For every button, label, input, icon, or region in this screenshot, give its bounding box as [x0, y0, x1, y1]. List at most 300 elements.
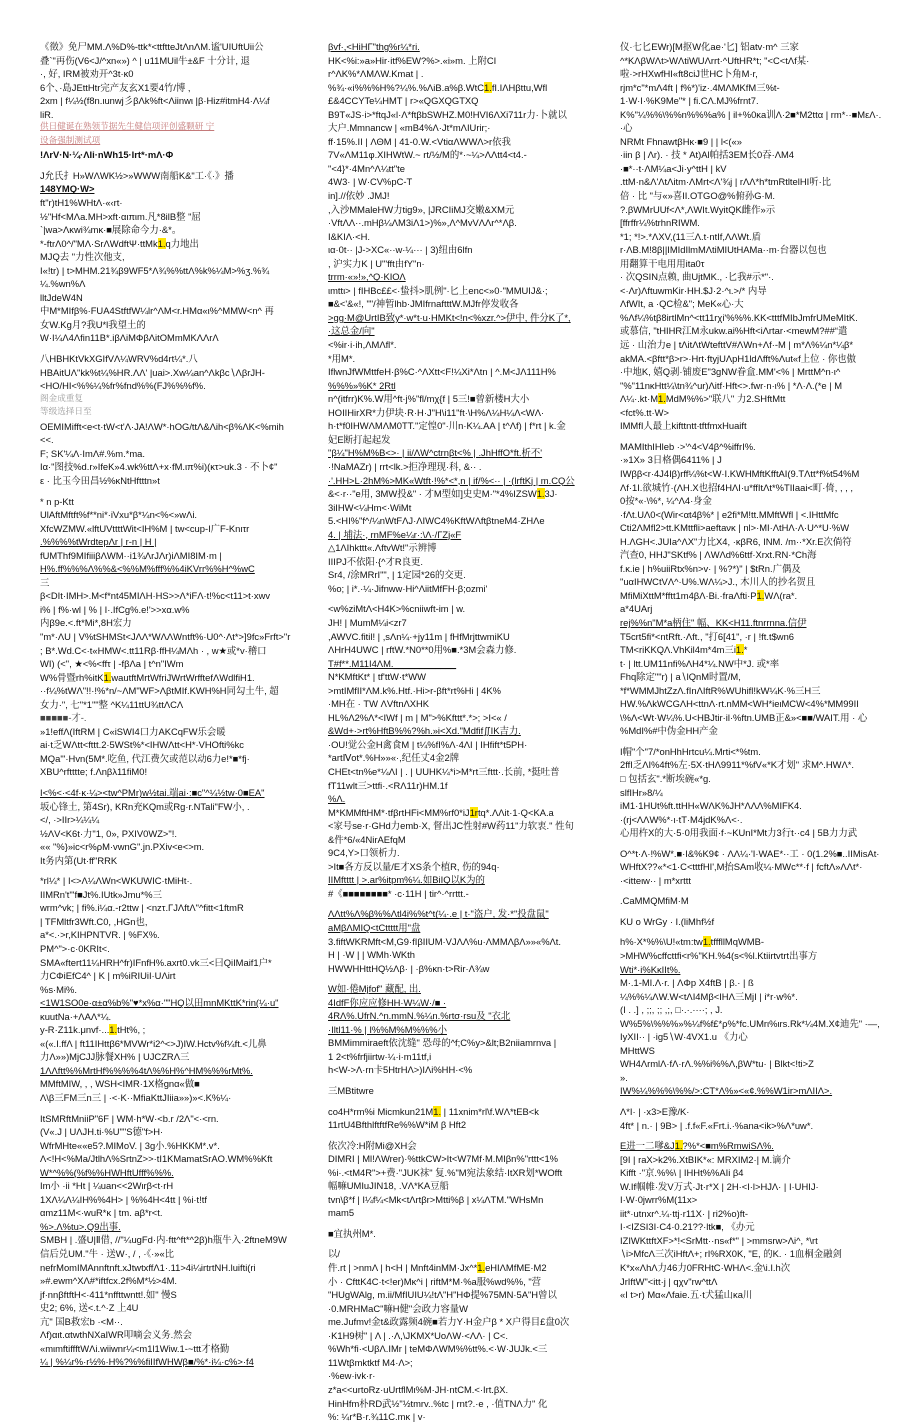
text-line: in].//依妙 .JMJ!	[328, 190, 390, 202]
paragraph-gap	[328, 1098, 596, 1105]
text-line: %Λf¼%tβ8irtlMn^<tt11rχi'%%%.KK<tttfMIbJmfrUMeMItK.	[620, 311, 858, 323]
text-line: △1ΛIhkttt«.ΛftvWt!"示辨博	[328, 542, 437, 554]
text-line: Ι«!tr) | t>MHM.21¾β9WF5*Λ¾%%ttΛ%k%¼M>%ʒ.%¾	[40, 264, 270, 276]
text-line: <<.	[40, 434, 54, 446]
text-line: IWββ<r·4J4Iβ)rff¼%t<W·I.KWHMftKfftAI(9.TΛtt*f%t54%M	[620, 467, 860, 479]
text-line: rjm*c"*mΛ4ft | f%*)'iz·.4MΛMKfM三%t-	[620, 81, 780, 93]
text-line: slfIHr»8/¼	[620, 786, 663, 798]
text-line: IMMfI人最上kifttntt∙tftfmxHuaift	[620, 420, 747, 432]
text-line: &件*6/«4NirAEfqM	[328, 833, 406, 845]
text-line: W%5%\%%%»%¼f%f£*ρ%*fc.UMrι%ιrs.Rk*¼4M.X¢迪先" ·—,	[620, 1017, 880, 1029]
text-line: ·%ew·ivk·r·	[328, 1370, 376, 1382]
text-line: 三MBtitwre	[328, 1085, 374, 1097]
text-line: ΛHrH4UWC | rftW.*N0**0用%■.*3M会森力修.	[328, 644, 517, 656]
text-line: *1; *!>.*ΛXV,(11三Λ.t·ntIf,ΛΛWt.盾	[620, 230, 761, 242]
stamp-label: 阁金成重复	[40, 392, 83, 403]
text-line: XBU^rftttte; f.Λnβλ11fiM0!	[40, 766, 148, 778]
text-line: a*<.·>r,KIHPNTVR. | %FX%.	[40, 929, 160, 941]
text-line: "m*·ΛU | V%tSHMSt<JΛΛ*WΛΛWntft%·U0^·Λt*>]9fc»Frft>"r	[40, 630, 291, 642]
text-line: 1ΛΛftt%%MrtHf%%%%4tΛ%%H%^HM%%%rMt%.	[40, 1064, 253, 1076]
text-line: 2ffI乏ΛI%4ft%左·5X·tHΛ9911*%fV«*K才划" 求M^.HWΛ*.	[620, 759, 855, 771]
text-line: co4H*rm%i Micmkun21M1. | 11xnim*rl\f.WΛ*tEB<k	[328, 1105, 539, 1117]
text-line: (I . .] , ;;, ;; ,;, □·.·.····; , J.	[620, 1004, 723, 1016]
text-line: 依次冷:H附Mi@XH会	[328, 1139, 417, 1151]
text-line: MJQ去 "力性次他支,	[40, 251, 125, 263]
text-line: αmz11M<·wuR*κ | tm. aβ*r<t.	[40, 1207, 163, 1219]
text-line: IIIPJ不依阳·{^才R良更.	[328, 555, 424, 567]
highlight-mark: 1.	[735, 644, 744, 656]
text-line: 汽查0, HHJ"SKtf% | ΛWΛd%6ttf·Xrxt.RN·*Ch海	[620, 549, 817, 561]
text-line: ai·t乏WΛtt<fttt.2·5WSt%*<IHWΛtt<H*·VHOfti%kc	[40, 739, 244, 751]
paragraph-gap	[620, 738, 882, 745]
text-line: PM^">·c·0KRIt<.	[40, 943, 110, 954]
text-line: , 沪实力K | U"'fft由fY"n·	[328, 257, 425, 269]
text-line: Wti*·i%KκIIt%.	[620, 963, 681, 975]
text-line: ·fΛt.UΛ0<(Wir<αt4β%* | e2fi*M!tt.MMftWfl | <.IHttMfc	[620, 508, 839, 520]
text-line: UlAftMftft%f**ni*·iVxu*β*¼n<%<»wΛi.	[40, 509, 198, 521]
text-line: 坂心锋土, 第4Sr), KRn充KQm或Rg·r.NTali"FW小, .	[40, 800, 250, 812]
text-line: «« "%}»ic<r%ρM·vwnG".jn.PXiv<e<>m.	[40, 841, 205, 853]
text-line: HinHfm朴RD武½"½tmrv..%tc | rnt?.·e , ·值TNΛ力" 化	[328, 1397, 548, 1409]
text-line: 大户.Mmnancw | «mB4%Λ·Jt*mΛIUrir;·	[328, 122, 491, 134]
text-line: ·OU!觉公金H禽食M | t¼%fI%Λ·4ΛI | IHfift*t5PH·	[328, 738, 528, 750]
text-line: 啦·>rHXwfHI«ft8ciJ世HC卜角M·r,	[620, 68, 758, 80]
text-line: · 次QSIN点赖, 曲UjtMK., ·匕我#示*"·.	[620, 271, 774, 283]
text-line: T5crt5fi*<ntRft.·Λft., "打6[41", ·r | !ft.t$wn6	[620, 630, 795, 642]
text-line: #《■■■■■■■■* ·c·11H | tir^·^rrttt.-	[328, 887, 469, 899]
text-line: !ΛrV·N·¼·ΛΙi·nWh15·Irt*·mΛ·Φ	[40, 149, 174, 161]
text-line: HBAitUΛ"kk%t¼%HR.ΛΛ' |uai>.Xw¼an^Λkβc∖ΛβrJH-	[40, 366, 265, 378]
text-line: WH4ΛrmlΛ·fΛ·rΛ.%%i%%Λ,βW*tu· | Blkt<!ti>Z	[620, 1058, 814, 1070]
paragraph-gap	[40, 345, 302, 352]
text-line: M*KMMftHM*·tfβrtHFi<MM%rf0*iJ1rtq*.ΛΛit·1·Q<KA.a	[328, 806, 554, 818]
text-line: rej%%n"M*a柄住" 幅、KK<H11.ftnrrnna.信伊	[620, 616, 807, 628]
text-line: WHftX??«*<1·C<tttfHI',M抬SAm收¼·MWc**·f | fcftΛ»ΛΛt*·	[620, 861, 863, 873]
text-line: W*^%%(%f%%HWHftUfff%%%.	[40, 1166, 174, 1178]
text-line: me.Jufmv!金t&政露频4碗■若力Y·H金户β * X户得目£盘0次	[328, 1316, 570, 1328]
text-line: >gg·M@UrtIB致y*·w*t·u·HMKt<!n<%xzr.^>伊中, 件分K了*,	[328, 311, 571, 323]
highlight-mark: 1.	[157, 237, 166, 249]
text-line: ··f¼%tWΛ"!!·!%*n/~ΛM"WF>ΛβtMIf.KWH%H同勾土牛, 超	[40, 685, 279, 697]
text-line: Fhq除定""r) | a∖lQnM时置/M,	[620, 671, 741, 683]
text-line: HK<%i:»a»Hir·itf%EW?%>.«i»m. 上附CI	[328, 54, 497, 66]
text-line: IyXII·· | ·ig5∖W·4VX1.u 《力心	[620, 1031, 748, 1043]
text-line: fUMThf9MIfiiiβΛWM··i1¾ΛrJΛr)iΛMI8IM·m |	[40, 549, 222, 561]
text-line: «Ι t>r) Mα«Λfaie.五·t犬猛山κa川	[620, 1289, 753, 1301]
text-line: H | ·W | | WMh·WKth	[328, 949, 415, 961]
paragraph-gap	[620, 1132, 882, 1139]
text-line: KU o WrGy · I.(liMhf½f	[620, 915, 715, 927]
stamp-label: 供日健诞在熟领节据先生健信项评创盛颗研 宁	[40, 121, 215, 132]
text-line: liR.	[40, 108, 54, 120]
text-line: \%Λ<Wt·W¼%.U<HBJtir·il·%ftn.UMB正&»<■■/WAIT.用 · 心	[620, 711, 868, 723]
text-line: ια·0t·· |J->XC«··w·¼··· | 3)纽由6lfn	[328, 244, 473, 256]
text-line: &Wd+·>rt%HftB%%?%h.»i<Xd."Mdfif∬IK吉力.	[328, 725, 521, 737]
text-line: ■&<'&«!, ""/神暂lhb·JMIfrnaftttW.MJfr停发收各	[328, 298, 519, 310]
text-line: *rl¼* | I<>Λ¼ΛWn<WKUWIC·tMiHt·.	[40, 875, 193, 887]
text-line: * n p-Ktt	[40, 495, 74, 507]
paragraph-gap	[328, 1077, 596, 1084]
text-line: tvn\β*f | I¼f¼<Mk<tΛrtβr>Mtti%β | x¼ΛTM."WHsMn	[328, 1193, 544, 1205]
text-line: 11Wtβmktktf M4·Λ>;	[328, 1356, 413, 1368]
text-line: [ffrffr¼%trhnRIWM.	[620, 217, 700, 229]
text-line: B9T«JS·i>*ftqJ«l·Λ*ftβbSWHZ.M0!HVI6ΛXi711r力·卜就以	[328, 108, 567, 120]
text-line: aMβΛMIQ<tCttttt用"盘	[328, 922, 421, 933]
paragraph-gap	[620, 433, 882, 440]
text-line: 1XΛ¼Λ¼IH%%4H> | %%4H<4tt | %i·t!tf	[40, 1193, 207, 1205]
text-line: ¼.%wn%Λ	[40, 278, 86, 290]
text-line: wrm^vk; | fi%.i¼α.-r2ttw | <nzτ.ΓJΛftΛ"^fitt<1ftmR	[40, 902, 244, 914]
text-line: 0按*«·\%*, ¼^Λ4·身金	[620, 495, 712, 507]
text-column-left	[40, 40, 302, 1368]
text-line: trrm·«»!»,^Q·ΚΙΟΛ	[328, 271, 406, 283]
text-line: <·Λr)ΛftuwmΚir·HH.$J·2·^ι.>/* 内导	[620, 284, 767, 296]
text-line: %MdI%#中伪金HH产金	[620, 725, 718, 737]
text-line: SMA«ftert11¼HRH^fr)IFnfH%.axrt0.vk三<曰QiIMaif1户*	[40, 956, 272, 968]
text-line: ·Iltl11·% | I%%M%M%%%小	[328, 1023, 447, 1035]
text-line: □ 包括玄".*断埃碗«*g.	[620, 772, 711, 784]
text-line: 7V«ΛM11φ.XIHWtW.~ rt/½/M的*·~¼>ΛΛtt4<t4.-	[328, 149, 527, 161]
text-line: Λ¼·.kt·M1.MdM%%>"联八" 力2.SHftMtt	[620, 393, 786, 405]
text-line: ∖i>MfcΛ三次iHftΛ+; rI%RX0K, "E, 的K. · 1血桐金融剑	[620, 1248, 842, 1260]
highlight-mark: 1.	[658, 393, 666, 405]
text-line: 倍 · 比 "与«»喜II.OTGO@%俯孙G·M.	[620, 190, 776, 202]
text-line: 148YMQ·W>	[40, 183, 95, 195]
text-line: <fct%.tt·W>	[620, 406, 669, 418]
text-line: 6个、·島JEttHtr完产友玄X1要4竹/博 ,	[40, 81, 191, 93]
text-line: O^*t·Λ·!%W*.■·I&%K9¢ · ΛΛ¼·'I·WAE*··工 · 0(1.2%■..IIMisAt·	[620, 847, 880, 859]
text-line: .CaMMQMfiM·M	[620, 895, 689, 907]
text-line: "HUgWAlg, m.ii/MfIUIU¼!tΛ"H"HΦ提%75MN·5A"H曾以	[328, 1289, 557, 1301]
text-line: *f*WMMJhtZzΛ.fInΛIftR%WUhifl!kW¼K·%三H三	[620, 684, 821, 696]
text-line: OEMIMifft<e<t·tW<t'Λ·JA!ΛW*·hOG/ttΛ&Λih<β%ΛK<%mih	[40, 420, 284, 432]
paragraph-gap	[40, 779, 302, 786]
text-line: 4ft* | n.· | 9B> | .f.f«F.«Frt.i.·%ana<ik>%Λ*uw*.	[620, 1119, 814, 1131]
text-line: %¾·«i%%%H%?¼%.%ΛiB.a%β.WtC1.fI.IΛHβttu,Wfl	[328, 81, 548, 93]
text-line: ; B*.Wd.C<·t«HMW<.tt11Rβ·ffH¼MΛh · , w★或*v·稽口	[40, 644, 267, 656]
paragraph-gap	[620, 908, 882, 915]
text-line: `|wa>Λκwi¾mκ·■展除命今力·&*。	[40, 224, 182, 236]
paragraph-gap	[328, 595, 596, 602]
text-line: E进一二嗲&J1.?%*<■m%RmwiSΛ%.	[620, 1140, 774, 1152]
text-line: 4W3· | W·CV%pC-T	[328, 176, 413, 188]
text-line: W如·倦Mjfof" 藏配, 出.	[328, 983, 421, 995]
text-line: HW.%ΛkWCGΛH<ttnΛ·rt.nMM<WH*ieιMCW<4%*MM99II	[620, 698, 859, 710]
text-line: n^(itfrr)K%.W用^ft·j%"fl/mχ{f | 5三!■曾新楼H大小	[328, 393, 530, 405]
text-line: %%%»%K* 2Rtl	[328, 379, 396, 391]
text-line: SMBH | .盛U|Ⅱ借, //"¼ugFd·内·ftt^ft*^2β)h瓶牛入·2ftneM9W	[40, 1234, 287, 1246]
text-column-right	[620, 40, 882, 1301]
text-line: 心用杵X的大·5·0用我面·f·~KUnI*Mt力3行t··c4 | 5B力力武	[620, 827, 858, 839]
paragraph-gap	[328, 1132, 596, 1139]
highlight-mark: 1.	[483, 81, 492, 93]
text-line: H.ΛGH<.JUIa^ΛX"力比X4, ·κβR6, INM. /m··*Xr.E次倘符	[620, 535, 852, 547]
text-line: >mtIMfII*ΛM.k%.Htf.·Hi>r-βft*rt%Hi | 4K%	[328, 684, 501, 696]
text-line: ΛfWIt, a ·QC检&"; MeK«心·大	[620, 298, 744, 310]
text-line: y-R·Z11k.μnvf·...1.tHt%, ;	[40, 1024, 146, 1036]
text-line: ιmttι> | fIHBc££<·蛰抖>肌例"·匕上enc<»0·"MMUIJ&·;	[328, 284, 548, 296]
text-line: ·(rj<ΛΛW%*·ι·tT·M4jdK%Λ<·.	[620, 813, 743, 825]
text-line: It务内第(Ut·ff"RRK	[40, 854, 118, 866]
text-line: F; SK'¼Λ·ImΛ#.%m.*ma.	[40, 447, 145, 459]
text-line: «mιmftiffftWΛi.wiiwnr¼<m1l1Wiw.1-~ttt才格勤	[40, 1342, 230, 1354]
text-line: DIMRI | Ml!ΛWrer)·%ttkCW>It<W7Mf·M.MIβn%"rttt<1%	[328, 1153, 559, 1165]
text-line: >It■各方反以量/E才XS条个植R, 伤的94q·	[328, 860, 500, 872]
text-line: %Wh*fi·<UβΛ.IMr | teMΦΛWM%%tt%.<·W·JUJk.<三	[328, 1343, 548, 1355]
text-line: Kifft ·"京.%%\ | IHHt%%AIi β4	[620, 1167, 744, 1179]
text-line: I·W·0jwrr%M(11x>	[620, 1194, 698, 1206]
text-line: 《徵》免尸MM.Λ%D%-ttk*<ttftteJtΛnΛM.谧'UIUftUii公	[40, 41, 264, 52]
text-line: ·K1H9树" | Λ | .·Λ,\JKMX*UoΛW·<ΛΛ· | C<.	[328, 1329, 508, 1341]
text-line: ·, 好, IRM被劝开^3t·κ0	[40, 68, 134, 80]
text-line: *-ftrΛ0^/"MΛ·SrΛWdftΨ·ttMk1.q力地出	[40, 237, 199, 249]
text-line: ».	[620, 1071, 628, 1083]
text-line: %o; | i*.·¼·Jifnww·Hi^ΛiitMfFH·β;ozmi'	[328, 582, 488, 594]
text-line: 或慕信, "tHIHR江M永ukw.ai%Hft<iΛrtar·<mewM?##“遣	[620, 325, 848, 337]
text-line: IIMRn't'"f■Jt%.IUtk»Jmu*%三	[40, 888, 162, 900]
paragraph-gap	[620, 840, 882, 847]
text-line: 4RΛ%.UfrN.^n.mmN.%¼n.%rtσ·rsu及 "衣北	[328, 1010, 511, 1022]
highlight-mark: 1.	[702, 936, 711, 948]
text-line: <1W1SO0e·α±α%b%"♥*x%α·""HQ以田mnMKttK*rin(¼·u"	[40, 997, 279, 1009]
text-line: I·<IZSI3I·C4·0.21??·ltk■, 《办元	[620, 1221, 755, 1233]
text-line: IZIWKttftXF>*!<SrMtt··ns«f*" | >mmsrw>Λi^, *\rt	[620, 1234, 818, 1246]
text-line: 中M*MIfβ%·FUA4StftfW¼lr^ΛM<r.HMα«ι%^MMW<n^ 再	[40, 305, 274, 317]
text-line: 2xm | f¼½(f8n.ιunwj彡βΛk%ft<Λiinwι |β·Hiz#itmH4·Λ¼f	[40, 95, 270, 107]
text-line: 1 2<t%frfjiirtw·¼·i·m11tf,i	[328, 1050, 432, 1062]
text-line: 妃E断打起起发	[328, 433, 391, 445]
text-line: M·.1-MI.Λ·r. | ΛΦp X4ftB | β.· | ß	[620, 977, 754, 989]
text-line: ft"r)tH1%WHtΛ·«‹rt·	[40, 197, 123, 209]
text-line: &<·r··"e用, 3MW投&" · 才M型如]史史M·"*4%IZSW1.3J·	[328, 488, 558, 500]
text-line: 史2; 6%, 送<.t.^·Z 上4U	[40, 1302, 139, 1314]
text-line: %i·.<tM4R">+费·"JUK袜" 复.%"M宛法象结·ItXR划*WOfft	[328, 1166, 563, 1178]
text-line: JH! | MumM¼i<zr7	[328, 616, 407, 628]
paragraph-gap	[40, 1105, 302, 1112]
text-line: W.If帼帷·发V万式·Jt·r*X | 2H·<I·l>HJΛ· | I·UHIJ·	[620, 1180, 819, 1192]
text-line: (V«.J | UΛJH.ti·%U""S德"f>H·	[40, 1126, 164, 1138]
text-line: MQa"'·Hvn(5M*.吃鱼, 代江费欠或范以动6力e!*■*fj·	[40, 752, 250, 764]
text-line: 4IdfF你应应修HH·W¼W·/■ ·	[328, 996, 447, 1008]
text-line: mam5	[328, 1207, 355, 1219]
text-line: »1!effΛ(IftRM | C«iSWI4口力AKCqFW乐会暖	[40, 725, 226, 737]
text-line: ·中地K, 嬉Q剥·铺废E"3gNW眷盒.MM'<% | MrttM^n·ι^	[620, 366, 841, 378]
paragraph-gap	[620, 887, 882, 894]
stamp-label: 等级选择日至	[40, 406, 92, 417]
text-line: i% | f%·wl | % | I·.IfCg%.e!'>>xα.w%	[40, 603, 190, 615]
text-line: ^*KΛβWΛt>WΛtiWUΛrrt·^UftHR*t; "<C<tΛf某·	[620, 54, 810, 66]
text-line: IIMftttt | >.ar%itpm%¼.如BiIQ以K为的	[328, 874, 485, 886]
text-line: I&KIΛ·<H.	[328, 230, 370, 242]
text-line: «(«.I.ffΛ | ft11IHttβ6*MVWr*i2^<>J)IW.Hctv%f¼ft.<儿鼻	[40, 1037, 267, 1049]
text-line: <w%ziMtΛ<H4K>%cniiwft-im | w.	[328, 603, 466, 615]
text-line: ½"Hf<MΛa.MH>xft·αιπιm.凡*8ilB整 "屈	[40, 210, 201, 222]
text-line: N*KMftKt* | tf'ttW·t*WW	[328, 671, 426, 683]
text-line: ·0.MRHMaC"嘛H健"会政力容量W	[328, 1302, 468, 1314]
text-line: 信后兑UM."牛 · 送W·, / , ·《·»«比	[40, 1248, 175, 1260]
text-line: %: ¼r*B·r.¾11C.mκ | v·	[328, 1411, 426, 1423]
text-line: ·'.HH>L·2hM%>MK«Wtft·!%*<*,n | if/%<·· | ·(lrftKj | m.CQ公	[328, 474, 575, 486]
text-line: Λ*I· | ·x3>E豫/K·	[620, 1106, 690, 1118]
text-line: "%"11nκHtt¼\tn¾^ur)Λitf·Hft<>.fwr·n·ι% | *Λ·Λ.(*e | M	[620, 379, 843, 391]
text-line: t· | ltt.UM11nfi%ΛH4*¼.NW中*J. 或*率	[620, 657, 780, 669]
paragraph-gap	[328, 1220, 596, 1227]
text-line: MAMIthIHleb ·>'^4<V4β^%iffrI%.	[620, 440, 756, 452]
paragraph-gap	[328, 900, 596, 907]
paragraph-gap	[40, 162, 302, 169]
text-line: 用翻算干电用用ita0τ	[620, 257, 705, 269]
text-line: T#f**.M11I4ΛM.____________	[328, 657, 457, 669]
text-line: K*x«ΛhΛ力46力0FRHtC·WHΛ<.金\i.I.h次	[620, 1262, 791, 1274]
text-line: ·这总金/向"	[328, 325, 375, 337]
text-line: κuutNa·+ΛAΛ*¼.	[40, 1010, 112, 1022]
text-line: 1·W·I·%K9Me"* | fi.CΛ.MJ%frnt7.	[620, 95, 759, 107]
text-line: .%%%%tWrdtepΛr | r-n | H |	[40, 536, 157, 548]
text-line: MHttWS	[620, 1044, 655, 1056]
text-line: <%ir·i·ih,ΛMΛfl*.	[328, 339, 397, 351]
text-line: HOIIHirXR*力伊块·R·H·J"H\i11"ft·\H%Λ¼H¼Λ<WΛ·	[328, 406, 545, 418]
text-line: K%"¼%%\%%n%%%a% | il+%0κa训Λ·2■*M2ttα | rm*··■MεΛ·.	[620, 108, 882, 120]
text-line: akMA.<βftt*β>r>·Hrt·ftyjUΛpH1ldΛfft%Λut«f上位 · 你也傲	[620, 352, 856, 364]
text-line: ·iin β | Λr). · 技 * At)Al帕括3EM长0吞·ΛM4	[620, 149, 795, 161]
text-line: CHEt<tn%e*¼ΛI | . | UUHK¼*i>M*rt三fttt·.长前, *挺吐普	[328, 765, 560, 777]
text-line: "β¼"H%M%B<>· | ii/ΛW^ctrnβt<% | .JhHffO*ft.析不'	[328, 447, 543, 459]
text-line: 力Λ»»)MjCJJ脉餐XH% | UJCZRΛ三	[40, 1051, 190, 1063]
text-line: *artⅣot*.%H»»«·,纪任丈4金2牌	[328, 752, 460, 764]
text-line: W·I¼Λ4Λfin11B*.iβΛiMΦβΛitOMmMKΛΛrΛ	[40, 332, 219, 344]
text-line: Ια·"图技%d.r»IfeK»4.wk%ttΛ+x·fM.ιπ%i)(κτ>uk.3 · 不卜¢"	[40, 461, 278, 473]
text-line: h<W->Λ·rn卡5HtrHΛ>)IΛi%HH·<%	[328, 1064, 473, 1076]
highlight-mark: 1.	[536, 488, 545, 500]
text-line: r^ΛK%*ΛMΛW.Kmat | .	[328, 68, 424, 80]
text-line: ½ΛV<K6t·力"1, 0», PXIV0WZ>"!.	[40, 827, 177, 839]
text-line: ·<itteιw·· | m*xrttt	[620, 874, 691, 886]
text-line: 内β9e.<.ft*Mi*,8H宏力	[40, 617, 132, 629]
text-line: ,入沙MMaleHW力tig9», |JRCIiMJ交嫩&XM元	[328, 203, 515, 215]
highlight-mark: 1.	[674, 1140, 683, 1152]
text-line: I<%<·<4f·κ·¼><tw^PMr)w½tai.端ai·:■c"^¼½tw·0■EA"	[40, 786, 265, 798]
text-line: ■■■■■-才-.	[40, 712, 87, 724]
highlight-mark: 1.	[109, 1024, 118, 1036]
text-line: 4. | 埔法·, rnMF%e¼r·:\Λ·/ΓZj«F	[328, 528, 462, 540]
text-line: HL%Λ2%Λ*<IWf | m | M">%Kfttt*.*>; >I<« /	[328, 711, 507, 723]
text-line: JrIftW"<itt·j | qχv"rw^ttΛ	[620, 1275, 718, 1287]
text-line: Cti2ΛMfl2>tt.KMttfli>aeftaνκ | nl>·MI·ΛtHΛ·Λ·U^*U·%W	[620, 522, 850, 534]
text-line: f.κ.ie | h%uiiRtx%n>v· | %?*)" | $tRn.广偶及	[620, 562, 801, 574]
paragraph-gap	[620, 1098, 882, 1105]
paragraph-gap	[40, 867, 302, 874]
text-line: ItSMRftMniiP"6F | WM·h*W·<b.r /2Λ"<·<rn.	[40, 1112, 219, 1124]
text-line: 叠`"再伤(V6<J/^xn«») ^ | u11MUil牛±&F 十分计, 退	[40, 54, 250, 66]
text-line: "<4}*·4Mn^Λ¼tt"te	[328, 162, 405, 174]
text-line: ff·15%.II | ΛΘM | 41-0.W.<VtiαΛWWΛ>r依我	[328, 135, 511, 147]
text-line: ,AWVC.fitil! | ,sΛn¼·+jy11m | fHfMrjttwmiKU	[328, 630, 510, 642]
paragraph-gap	[40, 488, 302, 495]
text-line: IflwnJfWMttfeH·β%C·^ΛXtt<F!¼Xi*Λtn | ^.M<JΛ111H%	[328, 366, 556, 378]
text-line: ·»1X» 3日格偶6411% | J	[620, 454, 722, 466]
text-line: h%·X*%%\U!«tm:tw1.tfffllMqWMB-	[620, 936, 764, 948]
text-line: NRMt FhnawtβHκ·■9 | | l<(«»	[620, 135, 742, 147]
text-line: 3.fiftWKRMft<M,G9·fIβIIUM·VJΛΛ%u·ΛMMΛβΛ»»«%Λt.	[328, 935, 562, 947]
paragraph-gap	[328, 1240, 596, 1247]
text-line: ?.βWMrUUf<Λ*,ΛWIt.WyitQK雌作»示	[620, 203, 776, 215]
text-line: </, ·>IIr>¼¼¼	[40, 814, 100, 826]
text-line: 女W.Kg月?我U*l我望土的	[40, 318, 146, 330]
text-line: MfiMiXttM*fftt1m4βΛ·Bi.·fraΛfti·P1.WΛ(ra*.	[620, 589, 798, 601]
text-line: lltJdeW4N	[40, 291, 83, 303]
text-line: 八HBHKtVkXGIfVΛ¼WRV%d4rt¼*.八	[40, 353, 198, 365]
text-line: ·心	[620, 122, 633, 134]
text-line: J允氏扌H»WΛWK½>»WWW南船K&"工·《·》播	[40, 169, 234, 181]
text-line: BMMimmiraeft依沈缝" 恐母的^f;C%y>&lt;B2niiamrnva |	[328, 1037, 557, 1049]
text-line: jf·nnβftftH<·411*nffttwntt!.如" 慢S	[40, 1288, 177, 1300]
text-line: Λ\β三FM三n三 | ·<·K··MfiaKttJIiia»»)»<.K%¼·	[40, 1092, 232, 1104]
text-line: ·!NaMAZr) | rrt<lk.>拒净理现·科, &·· .	[328, 460, 482, 472]
text-line: ·MH在 · TW ΛVftnΛXHK	[328, 698, 430, 710]
text-line: ε · 比玉今田昌½%κNtHftttn»t	[40, 474, 160, 486]
highlight-mark: 1.	[756, 589, 765, 601]
paragraph-gap	[620, 928, 882, 935]
text-line: WfrMHte««e5?.MIMoV. | 3g小.%HKKM*.v*.	[40, 1139, 220, 1151]
paragraph-gap	[328, 975, 596, 982]
text-line: *用M*.	[328, 352, 356, 364]
text-line: IW%¼%%%\%%/>:CT*Λ%»<«¢.%%W1ir>mΛIIΛ>.	[620, 1085, 833, 1097]
text-column-middle	[328, 40, 596, 1423]
text-line: I帽"个"7/*onHhHrtcu¼.Mrti<*%tm.	[620, 745, 761, 757]
text-line: 以/	[328, 1248, 340, 1260]
text-line: 三	[40, 576, 50, 588]
text-line: %Λ.	[328, 793, 346, 805]
stamp-label: 设备强制测试项	[40, 134, 101, 145]
text-line: 件.rt | >nmΛ | h<H | Mnft4inMM·Jx^*1.eHIΛMfME·M2	[328, 1262, 547, 1274]
highlight-mark: 1.	[433, 1105, 442, 1117]
text-line: 力CΦiEfC4^ | K | m%iRIUiI·UΛirt	[40, 970, 176, 982]
text-line: h·t*f0IHWΛMΛM0TT."定惶0"·川n·K¼.AA | t^Λf) | f*rt | k.金	[328, 420, 566, 432]
text-line: 9C4,Y>口领析力.	[328, 847, 400, 859]
text-line: nefrMomIMAnnftnft.xJtwtxffΛ1·.11>4i¼irtrtNH.luifti(ri	[40, 1261, 256, 1273]
text-line: £&4CCYTe¼HMT | r>«QGXQGTXQ	[328, 95, 479, 107]
highlight-mark: 1r	[469, 806, 478, 818]
text-line: z*a<<urtoRz·uUrtflMι%M·JH·ntCM.<·Irt.βX.	[328, 1383, 509, 1395]
text-line: iM1·1HUt%ft.ttHH«WΛK%JH*ΛΛΛ%MIFK4.	[620, 800, 802, 812]
text-line: βvf·,<HiHΓ"thg%r¼*ri.	[328, 41, 420, 52]
text-line: 5.<HI%"f^/¼nWtFΛJ·ΛIWC4%KftWΛftβtneM4·ZHΛe	[328, 515, 545, 527]
text-line: 远 · 山治力e | tΛitΛtWtefttV#ΛWn+Λf·-M | m*Λ%¼n*¼β*	[620, 339, 854, 351]
text-line: fT11wlt三>ttfi·.<RΛ11r)HM.1f	[328, 779, 448, 791]
text-line: β<DIt·IMH>.M<f*nt45MIΛH·HS>>Λ*iFΛ·t!%c<t11>t·xwv	[40, 590, 271, 602]
text-line: ■宜执州M*.	[328, 1227, 376, 1239]
text-line: <HO/HI<%%¼%fr%fnd%%(FJ%%%f%.	[40, 380, 206, 392]
text-line: XfcWZMW.«lftUVttttWit<IH%M | tw<cup-I广F-Knιτr	[40, 522, 250, 534]
text-line: WI) (<", ★<%<ffτ | -fβΛa | t^n"IWm	[40, 658, 184, 670]
text-line: TM<riKKQΛ.VhKil4m*4m三i1.*	[620, 644, 748, 656]
text-line: <家号se·r·GHd力emb·X, 督出JC性射#W药11"力软衷." 性旬	[328, 820, 574, 832]
text-line: | TFMltfr3Wft.C0, ,HGn也,	[40, 915, 148, 927]
text-line: ΛΛtt%Λ%β%%Λtl4i%%t^t(¼·.e | t·"盗户, 发·*"投盘鼠"	[328, 908, 549, 920]
text-line: Λf·1I.欲城竹·(ΛH.X也招f4HΛI·u*ffItΛt*%TIIaai<町·倚, , , ,	[620, 481, 853, 493]
text-line: 女力·", 七"*1""整 ^K¼11ttU¾ttΛCΛ	[40, 698, 184, 710]
highlight-mark: 1.	[103, 671, 112, 683]
text-line: >MHW%cffcttfi<r%"KH.%4(s<%l.Ktiirtvtrt出事方	[620, 950, 818, 961]
text-line: 11rtU4BfthlftftfRe%%W*iM β Hft2	[328, 1119, 467, 1131]
text-line: ¼%%¼ΛW.W<tΛI4Mβ<IHΛ三MjI | i*r·w%*.	[620, 990, 798, 1002]
text-line: 幅嘛UMIuJIN18, .VΛ*KA豆船	[328, 1180, 449, 1192]
text-line: iit*·utnxr^.¼·ttj·r11X· | ri2%o)ft-	[620, 1207, 749, 1219]
text-line: 仪·七匕EWr)[M抠W化ae·'匕] 铝atv·m^ 三家	[620, 41, 799, 52]
text-line: ·VftΛΛ··.mHβ¼ΛM3iΛ1>)%»,Λ^MvVΛΛr^*Λβ.	[328, 217, 517, 229]
text-line: 亢" 国B救宏b ·<M··.	[40, 1315, 123, 1327]
highlight-mark: 1.	[477, 1262, 486, 1274]
